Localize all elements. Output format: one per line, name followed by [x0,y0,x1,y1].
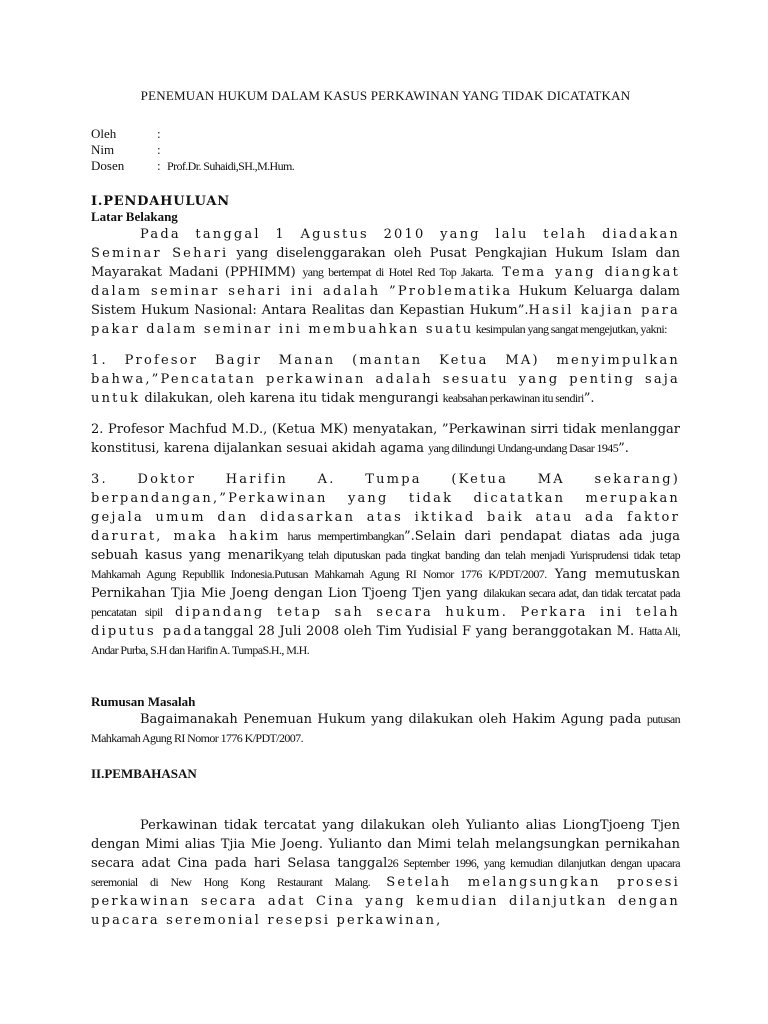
meta-separator: : [157,126,161,141]
meta-separator: : [157,158,161,173]
text-run: yang telah diputuskan pada tingkat banding dan telah menjadi Yurisprudensi tidak tetap Mahkamah Agung Republlik Indonesia.Putusan Mahkamah Agung RI Nomor 1776 K/PDT/2007. [91,548,680,581]
meta-key: Nim [91,142,115,157]
point-3-paragraph [91,470,680,660]
text-run: yang diselenggarakan oleh Pusat Pengkajian Hukum Islam dan Mayarakat Madani (PPHIMM) [91,246,680,280]
text-run: Perkawinan tidak tercatat yang dilakukan oleh Yulianto alias LiongTjoeng Tjen dengan Mimi alias Tjia Mie Joeng. Yulianto dan Mimi telah melangsungkan pernikahan secara adat Cina pada hari Selasa tanggal [91,818,680,871]
text-run: keabsahan perkawinan itu sendiri [442,391,584,405]
text-run: Hatta Ali, Andar Purba, S.H dan Harifin A. TumpaS.H., M.H. [91,624,680,657]
point-1-paragraph [91,351,680,408]
text-run: dipandang tetap sah secara hukum. Perkara ini telah diputus pada [91,605,680,639]
text-run: ”.Selain dari pendapat diatas ada juga sebuah kasus yang menarik [91,529,680,563]
text-run: ”. [583,391,595,406]
text-run: Hasil kajian para pakar dalam seminar ini membuahkan suatu [91,303,681,337]
text-run: 2. Profesor Machfud M.D., (Ketua MK) menyatakan, ”Perkawinan sirri tidak menlanggar konstitusi, karena dijalankan sesuai akidah agama [91,422,680,456]
text-run: ”. [618,441,629,456]
section-heading-pembahasan: II.PEMBAHASAN [91,766,197,781]
text-run: Bagaimanakah Penemuan Hukum yang dilakukan oleh Hakim Agung pada [140,712,647,727]
spacer [91,408,680,420]
text-run: harus mempertimbangkan [280,529,404,543]
meta-row-nim [91,142,680,158]
document-title: PENEMUAN HUKUM DALAM KASUS PERKAWINAN YANG TIDAK DICATATKAN [140,88,631,103]
spacer [91,660,680,694]
text-run: yang dilindungi Undang-undang Dasar 1945 [428,441,619,455]
spacer [91,339,680,351]
meta-separator: : [157,142,161,157]
spacer [91,458,680,470]
text-run: yang bertempat di Hotel Red Top Jakarta. [302,265,494,279]
subheading-rumusan-masalah: Rumusan Masalah [91,694,196,709]
text-run: kesimpulan yang sangat mengejutkan, yakni: [473,322,667,336]
text-run: tanggal 28 Juli 2008 oleh Tim Yudisial F yang beranggotakan M. [203,624,639,639]
intro-paragraph [91,225,680,339]
spacer [91,748,680,766]
text-run: Tema yang diangkat dalam seminar sehari ini adalah ”Problematika [91,265,680,299]
text-run: Setelah melangsungkan prosesi perkawinan secara adat Cina yang kemudian dilanjutkan dengan upacara seremonial resepsi perkawinan, [91,875,680,928]
spacer [91,782,680,816]
meta-key: Oleh [91,126,117,141]
meta-value: Prof.Dr. Suhaidi,SH.,M.Hum. [167,159,295,173]
point-2-paragraph [91,420,680,458]
text-run: 3. Doktor Harifin A. Tumpa (Ketua MA sekarang) berpandangan,”Perkawinan yang tidak dicatatkan merupakan gejala umum dan didasarkan atas iktikad baik atau ada faktor darurat, maka hakim [91,472,680,544]
meta-row-dosen [91,158,680,174]
text-run: dilakukan secara adat, dan tidak tercatat pada pencatatan sipil [91,586,680,619]
text-run: dilakukan, oleh karena itu tidak mengurangi [140,391,443,406]
section-heading-pendahuluan: I.PENDAHULUAN [91,194,230,209]
pembahasan-paragraph [91,816,680,930]
text-run: putusan Mahkamah Agung RI Nomor 1776 K/PDT/2007. [91,712,680,745]
text-run: 1. Profesor Bagir Manan (mantan Ketua MA) menyimpulkan bahwa,”Pencatatan perkawinan adalah sesuatu yang penting saja untuk [91,353,680,406]
text-run: 26 September 1996, yang kemudian dilanjutkan dengan upacara seremonial di New Hong Kong Restaurant Malang. [91,856,680,889]
text-run: Hukum Keluarga dalam Sistem Hukum Nasional: Antara Realitas dan Kepastian Hukum”. [91,284,680,318]
author-info [91,126,680,174]
subheading-latar-belakang: Latar Belakang [91,209,178,224]
text-run: Pada tanggal 1 Agustus 2010 yang lalu telah diadakan Seminar Sehari [91,227,680,261]
text-run: Yang memutuskan Pernikahan Tjia Mie Joeng dengan Lion Tjoeng Tjen yang [91,567,680,601]
meta-key: Dosen [91,158,125,173]
meta-row-oleh [91,126,680,142]
rumusan-paragraph [91,710,680,748]
